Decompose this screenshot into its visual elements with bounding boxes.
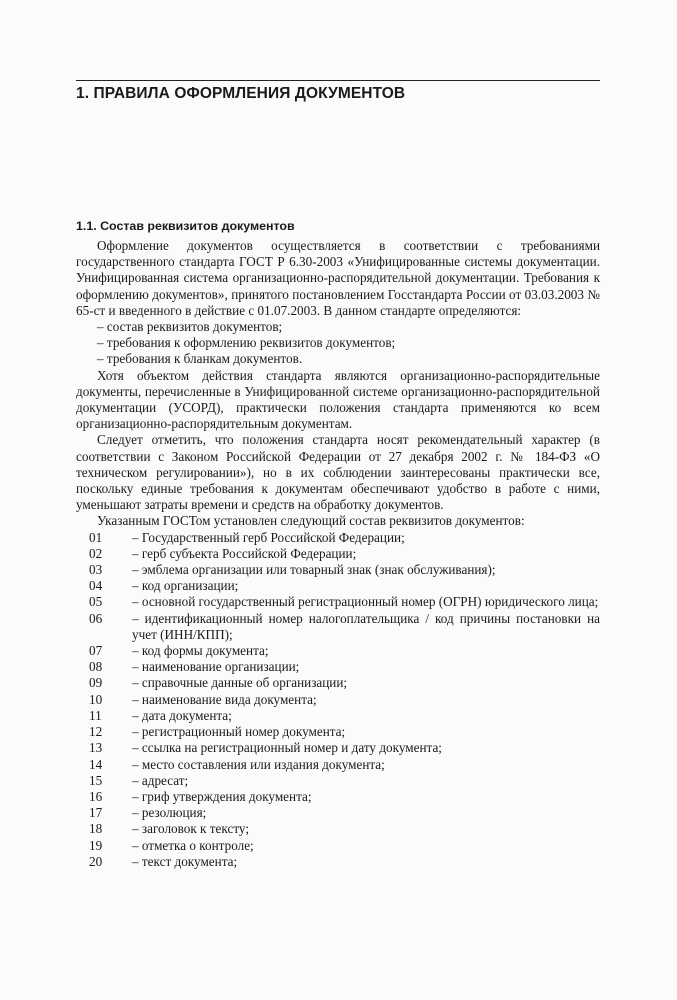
- requisite-text: – наименование вида документа;: [132, 691, 317, 707]
- requisite-number: 03: [89, 562, 103, 578]
- requisite-text: – гриф утверждения документа;: [132, 788, 312, 804]
- requisite-item: [76, 562, 600, 578]
- paragraph-intro: Оформление документов осуществляется в соответствии с требованиями государственного стандарта ГОСТ Р 6.30-2003 «Унифицированные системы документации. Унифицированная система организационно-распорядительной документации. Требования к оформлению документов», принятого постановлением Госстандарта России от 03.03.2003 № 65-ст и введенного в действие с 01.07.2003. В данном стандарте определяются:: [76, 238, 600, 318]
- requisite-text: – Государственный герб Российской Федерации;: [132, 529, 405, 545]
- requisite-text: – место составления или издания документа;: [132, 756, 385, 772]
- requisite-number: 20: [89, 853, 103, 869]
- requisite-text: – эмблема организации или товарный знак (знак обслуживания);: [132, 562, 496, 578]
- requisite-number: 01: [89, 529, 103, 545]
- requisite-text: – адресат;: [132, 772, 189, 788]
- requisite-item: [76, 692, 600, 708]
- dash-list-item: – требования к оформлению реквизитов документов;: [97, 335, 396, 351]
- requisite-text: – заголовок к тексту;: [132, 821, 249, 837]
- requisite-number: 04: [89, 578, 103, 594]
- requisite-item: [76, 578, 600, 594]
- requisite-text: – идентификационный номер налогоплательщика / код причины постановки на учет (ИНН/КПП);: [132, 610, 600, 642]
- requisite-item: [76, 773, 600, 789]
- chapter-title: 1. ПРАВИЛА ОФОРМЛЕНИЯ ДОКУМЕНТОВ: [76, 85, 406, 102]
- requisite-number: 15: [89, 772, 103, 788]
- requisite-item: [76, 546, 600, 562]
- requisite-text: – герб субъекта Российской Федерации;: [132, 545, 357, 561]
- dash-list-item: – состав реквизитов документов;: [97, 319, 283, 335]
- requisite-item: [76, 838, 600, 854]
- requisite-number: 14: [89, 756, 103, 772]
- requisite-item: [76, 789, 600, 805]
- requisite-text: – справочные данные об организации;: [132, 675, 348, 691]
- requisite-item: [76, 724, 600, 740]
- dash-list-item: – требования к бланкам документов.: [97, 351, 303, 367]
- requisite-text: – резолюция;: [132, 805, 207, 821]
- requisite-number: 08: [89, 659, 103, 675]
- requisite-item: [76, 708, 600, 724]
- requisite-text: – наименование организации;: [132, 659, 300, 675]
- requisite-text: – код формы документа;: [132, 643, 269, 659]
- requisite-number: 19: [89, 837, 103, 853]
- requisite-item: [76, 805, 600, 821]
- requisite-text: – отметка о контроле;: [132, 837, 254, 853]
- requisites-list: [76, 530, 600, 870]
- requisite-number: 12: [89, 724, 103, 740]
- section-title: 1.1. Состав реквизитов документов: [76, 219, 295, 233]
- requisite-number: 17: [89, 805, 103, 821]
- requisite-text: – дата документа;: [132, 707, 232, 723]
- requisite-item: [76, 643, 600, 659]
- paragraph-list-intro: Указанным ГОСТом установлен следующий состав реквизитов документов:: [97, 513, 525, 529]
- paragraph-note: Следует отметить, что положения стандарта носят рекомендательный характер (в соответствии с Законом Российской Федерации от 27 декабря 2002 г. № 184-ФЗ «О техническом регулировании»), но в их соблюдении заинтересованы практически все, поскольку единые требования к документам обеспечивают удобство в работе с ними, уменьшают затраты времени и средств на обработку документов.: [76, 432, 600, 513]
- requisite-item: [76, 659, 600, 675]
- requisite-item: [76, 740, 600, 756]
- requisite-number: 07: [89, 643, 103, 659]
- requisite-number: 02: [89, 545, 103, 561]
- requisite-number: 10: [89, 691, 103, 707]
- requisite-item: [76, 854, 600, 870]
- requisite-number: 18: [89, 821, 103, 837]
- requisite-text: – основной государственный регистрационный номер (ОГРН) юридического лица;: [132, 594, 599, 610]
- requisite-text: – текст документа;: [132, 853, 238, 869]
- requisite-text: – регистрационный номер документа;: [132, 724, 346, 740]
- requisite-text: – код организации;: [132, 578, 239, 594]
- requisite-item: [76, 611, 600, 643]
- requisite-item: [76, 594, 600, 610]
- requisite-number: 13: [89, 740, 103, 756]
- requisite-number: 06: [89, 610, 103, 626]
- requisite-item: [76, 757, 600, 773]
- requisite-item: [76, 821, 600, 837]
- paragraph-scope: Хотя объектом действия стандарта являются организационно-распорядительные документы, перечисленные в Унифицированной системе организационно-распорядительной документации (УСОРД), практически положения стандарта применяются ко всем организационно-распорядительным документам.: [76, 367, 600, 432]
- requisite-text: – ссылка на регистрационный номер и дату документа;: [132, 740, 442, 756]
- chapter-rule: [76, 80, 600, 81]
- requisite-number: 16: [89, 788, 103, 804]
- requisite-item: [76, 530, 600, 546]
- requisite-number: 09: [89, 675, 103, 691]
- requisite-number: 11: [89, 707, 102, 723]
- requisite-item: [76, 675, 600, 691]
- requisite-number: 05: [89, 594, 103, 610]
- document-body: [76, 238, 600, 870]
